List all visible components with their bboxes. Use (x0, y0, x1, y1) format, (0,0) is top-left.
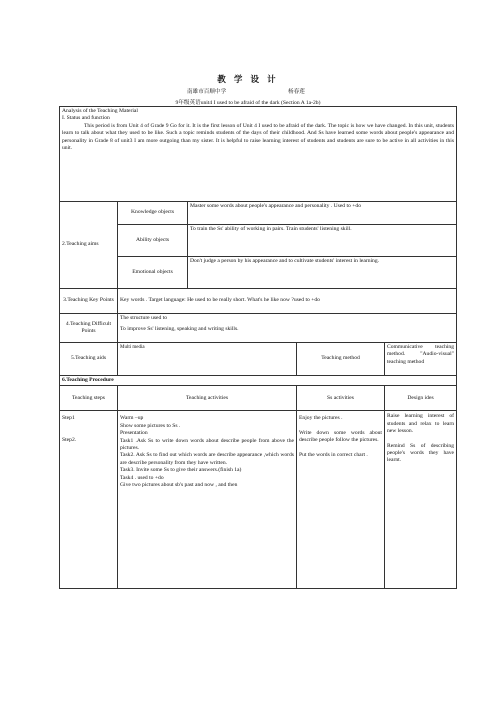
ss-activity-item: Put the words in correct chart . (299, 451, 368, 458)
step2-label: Step2. (62, 436, 77, 443)
difficult-point-2: To improve Ss' listening, speaking and writing skills. (120, 326, 239, 333)
aims-label: 2.Teaching aims (60, 202, 118, 289)
aids-value: Multi media (118, 343, 297, 376)
lesson-subtitle: 9年级英语unit4 I used to be afraid of the dark (Section A 1a-2b) (175, 100, 321, 106)
difficult-point-1: The structure used to (120, 315, 168, 321)
activity-item: Task4 . used to +do (120, 474, 164, 481)
key-points-label: 3.Teaching Key Points (60, 289, 118, 314)
document-title: 教 学 设 计 (217, 74, 279, 84)
design-text-2: Remind Ss of describing people's words they have learnt. (387, 442, 455, 464)
aims-text-emotional: Don't judge a person by his appearance and to cultivate students' interest in learning. (188, 257, 457, 289)
aims-label-emotional: Emotional objects (118, 257, 188, 289)
analysis-paragraph: This period is from Unit 4 of Grade 9 Go for it. It is the first lesson of Unit 4 I used to be afraid of the dark. The topic is how we have changed. In this unit, students learn to talk about what they used to be like. Such a topic reminds students of the days of their childhood. And Ss have learned some words about people's appearance and personality in Grade 8 of unit3 I am more outgoing than my sister. It is helpful to raise learning interest of students and students are sure to be active in all activities in this unit. (62, 122, 455, 152)
aims-row-emotional (60, 257, 457, 289)
status-function-heading: I. Status and function (62, 115, 110, 122)
activity-item: Warm –up (120, 415, 144, 422)
activities-cell (118, 411, 297, 589)
activity-item: Task3. Invite some Ss to give their answers.(finish 1a) (120, 467, 242, 474)
difficult-points-label: 4.Teaching Difficult Points (60, 314, 118, 343)
teacher-name: 杨春莲 (288, 89, 305, 95)
activity-item: Task1 .Ask Ss to write down words about describe people from above the pictures. (120, 437, 294, 452)
activity-item: Give two pictures about sb's past and now , and then (120, 482, 238, 489)
method-value: Communicative teaching method. "Audio-visual" teaching method (385, 343, 457, 376)
col-activities-header: Teaching activities (118, 386, 297, 411)
aids-label: 5.Teaching aids (60, 343, 118, 376)
design-text: Raise learning interest of students and relax to learn new lesson. (387, 413, 455, 435)
analysis-cell (60, 107, 457, 202)
analysis-heading: Analysis of the Teaching Material (62, 108, 138, 114)
difficult-points-cell (118, 314, 457, 343)
aims-label-knowledge: Knowledge objects (118, 202, 188, 225)
aids-row (60, 343, 457, 376)
activity-item: Show some pictures to Ss . (120, 422, 181, 429)
procedure-heading: 6.Teaching Procedure (60, 376, 457, 386)
col-steps-header: Teaching steps (60, 386, 118, 411)
aims-row-knowledge (60, 202, 457, 225)
ss-activity-item: Write down some words about describe people follow the pictures. (299, 429, 382, 444)
activity-item: Task2. Ask Ss to find out which words are describe appearance ,which words are describe personality from they have written. (120, 452, 294, 466)
ss-activities-cell (297, 411, 385, 589)
key-points-text: Key words . Target language: He used to be really short. What's he like now ?used to +do (118, 289, 457, 314)
aims-row-ability (60, 225, 457, 257)
aims-label-ability: Ability objects (118, 225, 188, 257)
col-design-header: Design ides (385, 386, 457, 411)
col-ss-header: Ss activities (297, 386, 385, 411)
step1-label: Step1 (62, 415, 75, 422)
lesson-plan-table (59, 106, 457, 589)
difficult-points-row (60, 314, 457, 343)
aims-text-ability: To train the Ss' ability of working in pairs. Train students' listening skill. (188, 225, 457, 257)
key-points-row (60, 289, 457, 314)
method-label: Teaching method (297, 343, 385, 376)
school-name: 南雄市百顺中学 (187, 89, 227, 95)
procedure-header-row (60, 386, 457, 411)
procedure-heading-row (60, 376, 457, 386)
activity-item: Presentation (120, 430, 148, 437)
steps-cell (60, 411, 118, 589)
aims-text-knowledge: Master some words about people's appearance and personality . Used to +do (188, 202, 457, 225)
design-cell (385, 411, 457, 589)
analysis-row (60, 107, 457, 202)
procedure-body-row (60, 411, 457, 589)
ss-activity-item: Enjoy the pictures . (299, 415, 343, 422)
